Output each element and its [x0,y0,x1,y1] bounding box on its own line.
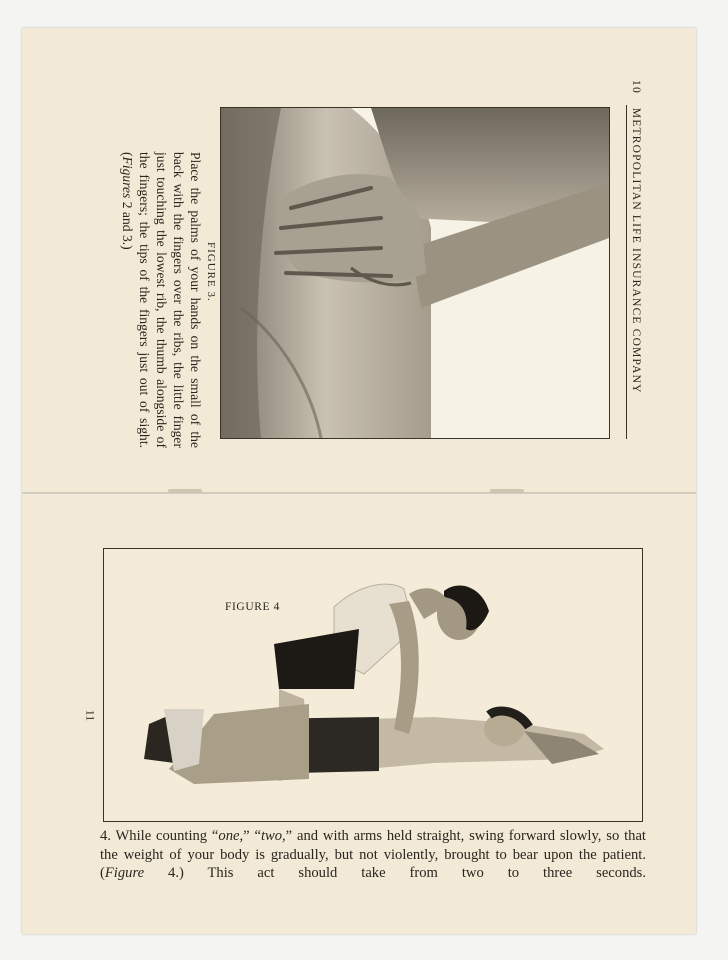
page-number-10: 10 [630,80,642,94]
figure-4-paragraph [100,827,646,883]
figure-3-photo [220,107,610,439]
para-text-end: 2 and 3.) [120,198,135,250]
figure-3-caption: FIGURE 3. [205,242,217,302]
emph-one: one [218,828,240,844]
staple [168,489,202,493]
running-header-title: METROPOLITAN LIFE INSURANCE COMPANY [630,107,642,394]
page-number-11: 11 [83,709,98,722]
figure-4-photo [103,548,643,822]
para-text: ,” and with arms held straight, swing forward slowly, so that the weight of your body is gradually, but not violently, brought to bear upon the patient. ( [100,828,646,882]
header-rule [626,105,627,439]
figure-3-paragraph [119,152,204,448]
para-text: ,” “ [239,828,261,844]
figure-ref: Figures [120,156,135,199]
figure-ref: Figure [104,865,145,882]
running-header [630,80,642,405]
para-text: 4.) This act should take from two to three seconds. [144,865,646,882]
para-text: Place the palms of your hands on the small of the back with the fingers over the ribs, the little finger just touching the lowest rib, the thumb alongside of the fingers; the tips of the fingers just out of sight. ( [120,152,203,448]
staple [490,489,524,493]
emph-two: two [260,828,283,844]
figure-4-caption: FIGURE 4 [225,601,280,613]
para-text: While counting “ [110,828,219,844]
step-number: 4. [100,828,111,844]
